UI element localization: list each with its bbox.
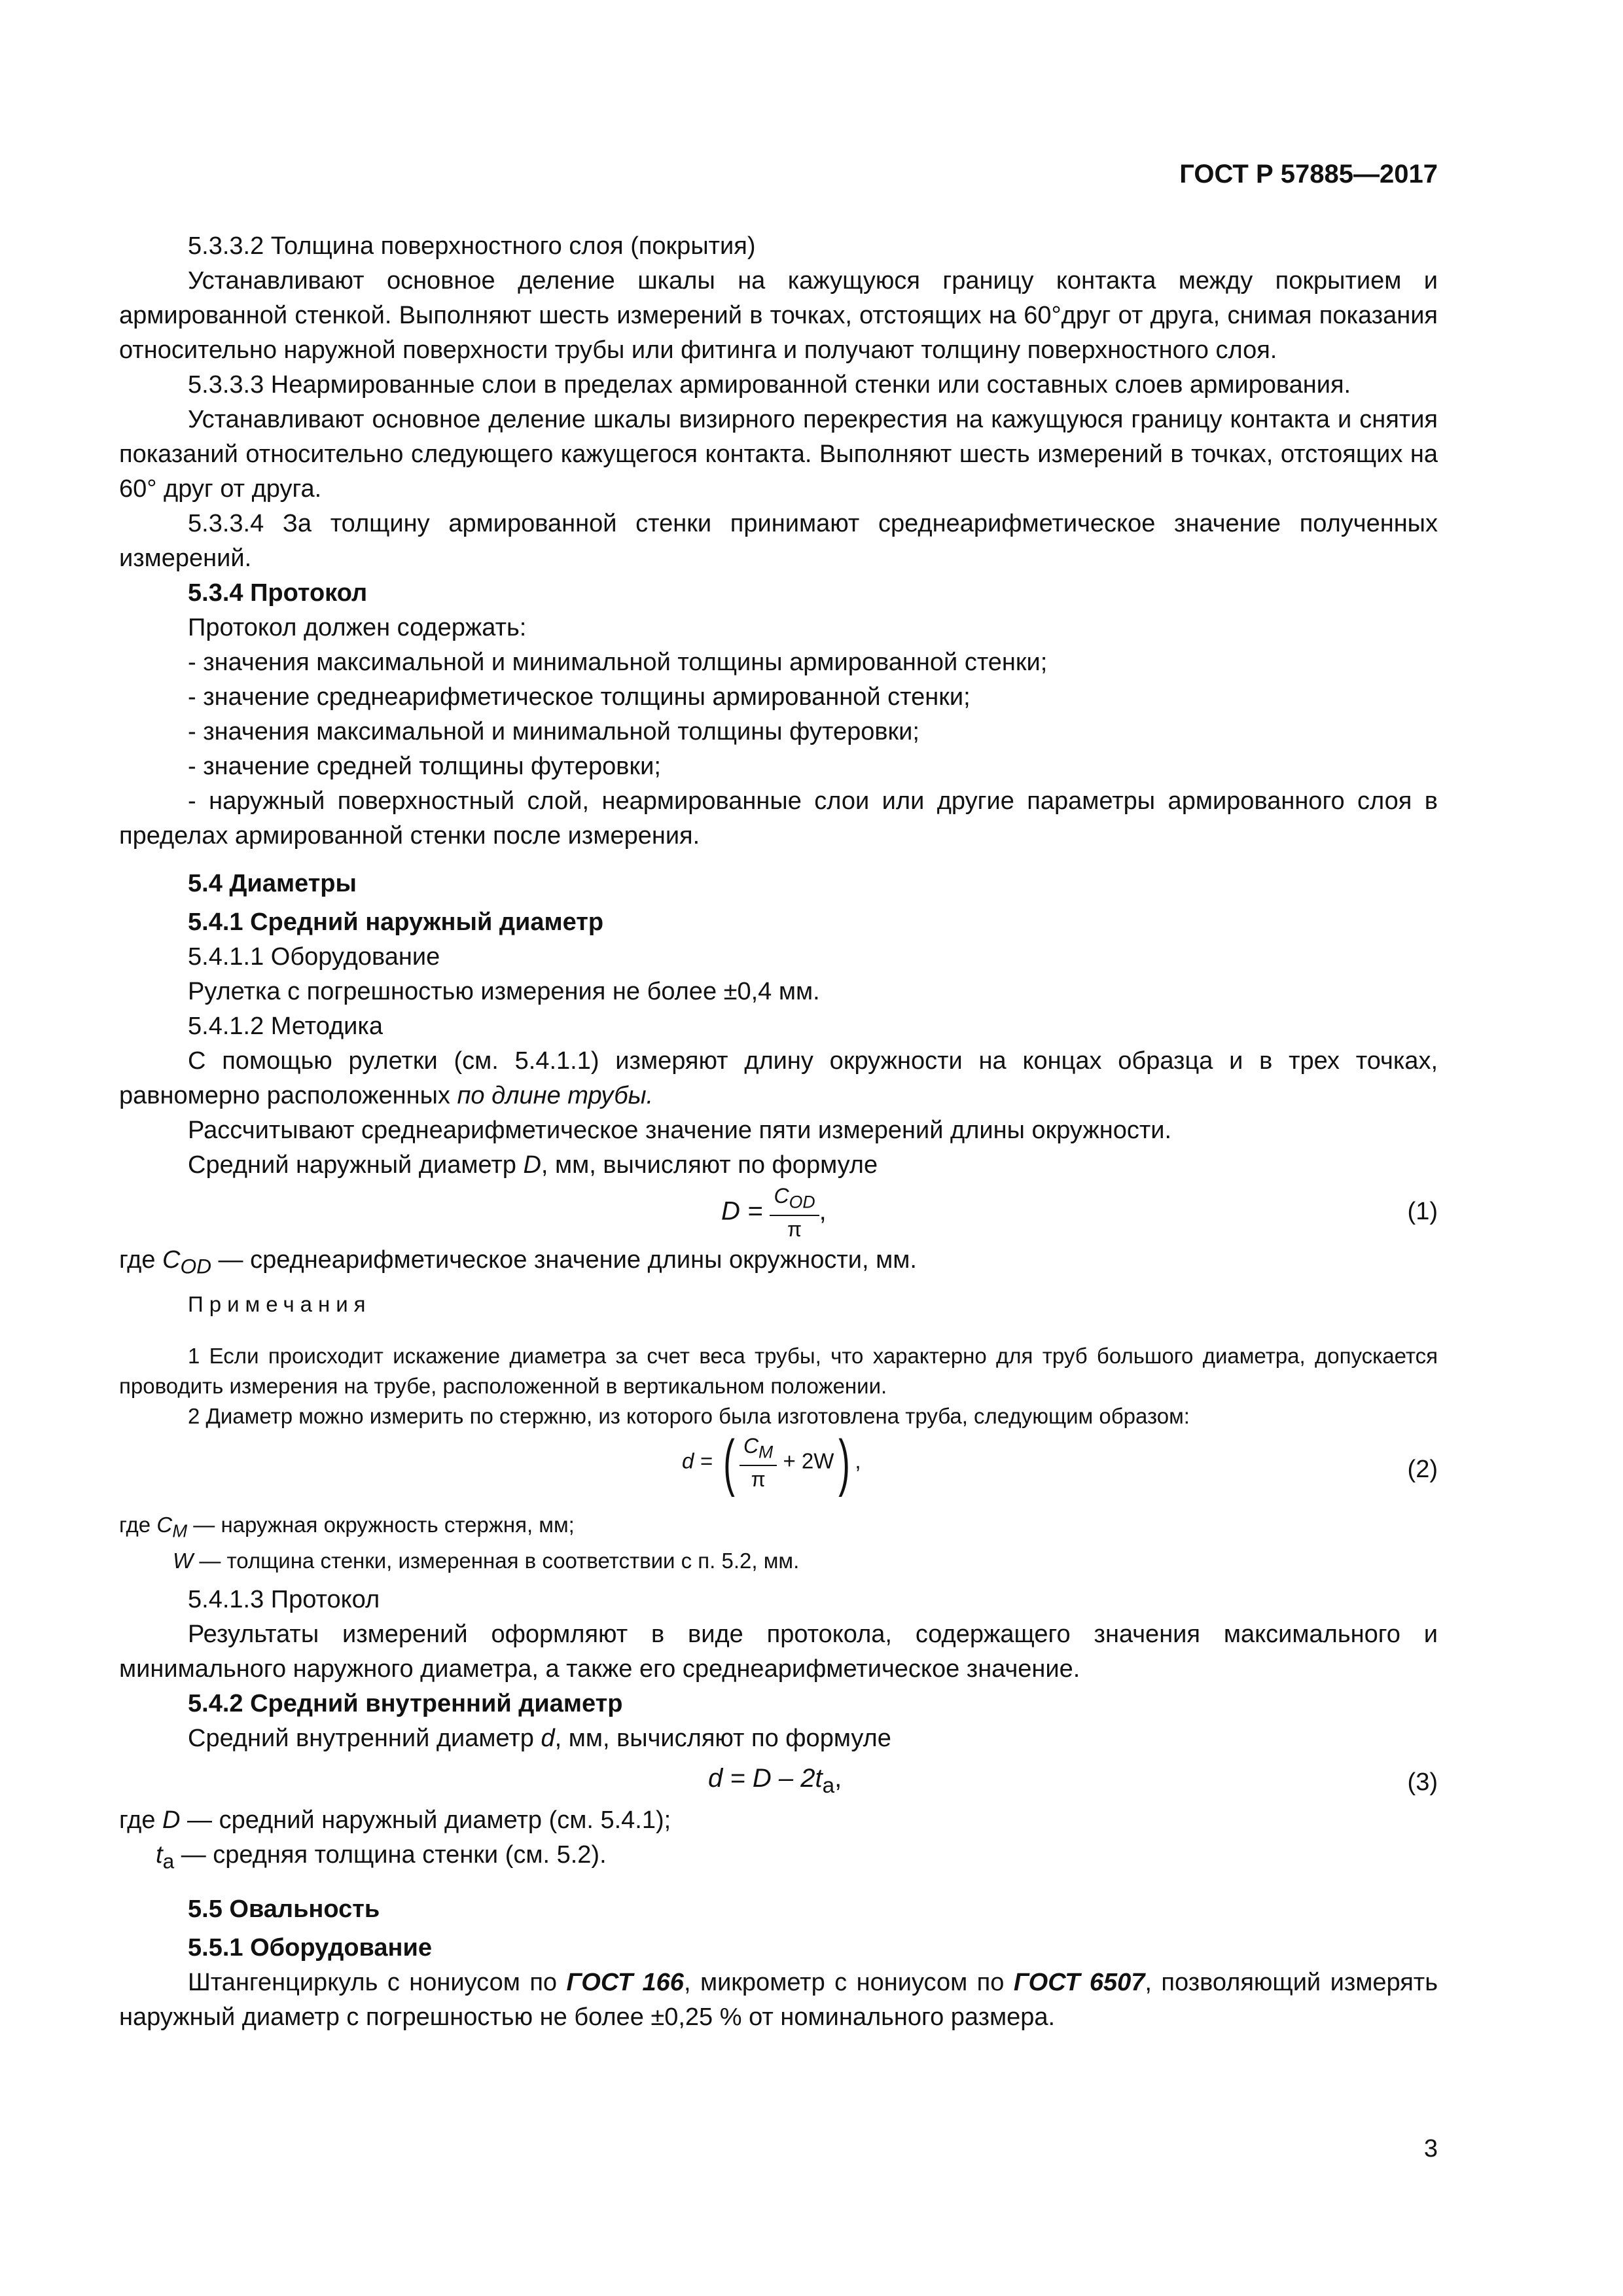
note-1: 1 Если происходит искажение диаметра за счет веса трубы, что характерно для труб большого диаметра, допускается проводить измерения на трубе, расположенной в вертикальном положении. xyxy=(119,1343,1438,1398)
formula-2 xyxy=(119,1427,1438,1510)
italic-phrase: по длине трубы. xyxy=(457,1082,654,1109)
page-body xyxy=(119,229,1438,2035)
notes-title: Примечания xyxy=(188,1291,372,1316)
section-5-5-heading: 5.5 Овальность xyxy=(188,1895,380,1923)
page-number: 3 xyxy=(1423,2135,1438,2162)
formula-2-expression: d = ( $\frac{C_M}{\pi}$ + 2W) , xyxy=(682,1427,861,1498)
formula-1-intro: Средний наружный диаметр D, мм, вычисляют по формуле xyxy=(188,1151,878,1179)
formula-2-fraction: $\frac{C_M}{\pi}$ xyxy=(740,1433,777,1492)
formula-3-where-t: $t_a$ — средняя толщина стенки (см. 5.2). xyxy=(156,1841,607,1873)
section-5-3-3-2-text: Устанавливают основное деление шкалы на кажущуюся границу контакта между покрытием и армированной стенкой. Выполняют шесть измерений в точках, отстоящих на 60°друг от друга, снимая показания относительно наружной поверхности трубы или фитинга и получают толщину поверхностного слоя. xyxy=(119,267,1438,364)
protocol-item: - наружный поверхностный слой, неармированные слои или другие параметры армированного слоя в пределах армированной стенки после измерения. xyxy=(119,787,1438,850)
section-5-4-1-2-title: 5.4.1.2 Методика xyxy=(188,1013,383,1040)
formula-1-fraction: $\frac{C_{OD}}{\pi}$ xyxy=(770,1183,819,1242)
section-5-5-1-heading: 5.5.1 Оборудование xyxy=(188,1933,432,1962)
section-5-5-1-text: Штангенциркуль с нониусом по ГОСТ 166, микрометр с нониусом по ГОСТ 6507, позволяющий измерять наружный диаметр с погрешностью не более ±0,25 % от номинального размера. xyxy=(119,1968,1438,2031)
section-5-4-2-heading: 5.4.2 Средний внутренний диаметр xyxy=(188,1690,623,1718)
section-5-4-1-heading: 5.4.1 Средний наружный диаметр xyxy=(188,908,604,936)
protocol-item: - значение среднеарифметическое толщины армированной стенки; xyxy=(188,683,971,711)
section-5-3-3-2-title: 5.3.3.2 Толщина поверхностного слоя (покрытия) xyxy=(188,232,756,260)
protocol-item: - значения максимальной и минимальной толщины футеровки; xyxy=(188,718,919,745)
calc-text: Рассчитывают среднеарифметическое значение пяти измерений длины окружности. xyxy=(188,1117,1172,1144)
protocol-intro: Протокол должен содержать: xyxy=(188,614,527,641)
formula-1-where: где $C_{OD}$ — среднеарифметическое значение длины окружности, мм. xyxy=(119,1246,917,1278)
formula-1-expression: D = $\frac{C_{OD}}{\pi}$ , xyxy=(721,1184,827,1242)
section-5-4-1-3-text: Результаты измерений оформляют в виде протокола, содержащего значения максимального и минимального наружного диаметра, а также его среднеарифметическое значение. xyxy=(119,1621,1438,1683)
note-2: 2 Диаметр можно измерить по стержню, из которого была изготовлена труба, следующим образом: xyxy=(188,1403,1190,1428)
formula-3-expression: $d = D - 2t_a$, xyxy=(708,1764,842,1799)
formula-1 xyxy=(119,1183,1438,1243)
section-5-3-3-4-text: 5.3.3.4 За толщину армированной стенки принимают среднеарифметическое значение полученных измерений. xyxy=(119,510,1438,572)
protocol-item: - значения максимальной и минимальной толщины армированной стенки; xyxy=(188,649,1048,676)
formula-1-number: (1) xyxy=(1407,1198,1438,1225)
section-5-4-1-1-text: Рулетка с погрешностью измерения не более ±0,4 мм. xyxy=(188,978,820,1005)
document-code: ГОСТ Р 57885—2017 xyxy=(1179,160,1438,188)
formula-3-where-d: где D — средний наружный диаметр (см. 5.4.1); xyxy=(119,1806,671,1835)
formula-3-intro: Средний внутренний диаметр d, мм, вычисляют по формуле xyxy=(188,1725,891,1753)
formula-3-number: (3) xyxy=(1407,1768,1438,1797)
section-5-4-1-3-title: 5.4.1.3 Протокол xyxy=(188,1586,380,1614)
section-5-4-1-2-text: С помощью рулетки (см. 5.4.1.1) измеряют длину окружности на концах образца и в трех точках, равномерно расположенных по длине трубы. xyxy=(119,1047,1438,1109)
section-5-3-3-3-text: Устанавливают основное деление шкалы визирного перекрестия на кажущуюся границу контакта и снятия показаний относительно следующего кажущегося контакта. Выполняют шесть измерений в точках, отстоящих на 60° друг от друга. xyxy=(119,406,1438,503)
section-5-4-1-1-title: 5.4.1.1 Оборудование xyxy=(188,943,440,971)
protocol-item: - значение средней толщины футеровки; xyxy=(188,753,661,780)
section-5-4-heading: 5.4 Диаметры xyxy=(188,870,357,897)
section-5-3-3-3-title: 5.3.3.3 Неармированные слои в пределах армированной стенки или составных слоев армирования. xyxy=(188,371,1351,399)
formula-2-number: (2) xyxy=(1407,1455,1438,1483)
gost-166-reference: ГОСТ 166 xyxy=(566,1968,684,1996)
formula-2-where: где $C_M$ — наружная окружность стержня, мм; xyxy=(119,1512,575,1541)
formula-3 xyxy=(119,1756,1438,1803)
section-5-3-4-heading: 5.3.4 Протокол xyxy=(188,579,368,607)
gost-6507-reference: ГОСТ 6507 xyxy=(1013,1968,1145,1996)
formula-2-where-w: W — толщина стенки, измеренная в соответствии с п. 5.2, мм. xyxy=(173,1549,800,1573)
